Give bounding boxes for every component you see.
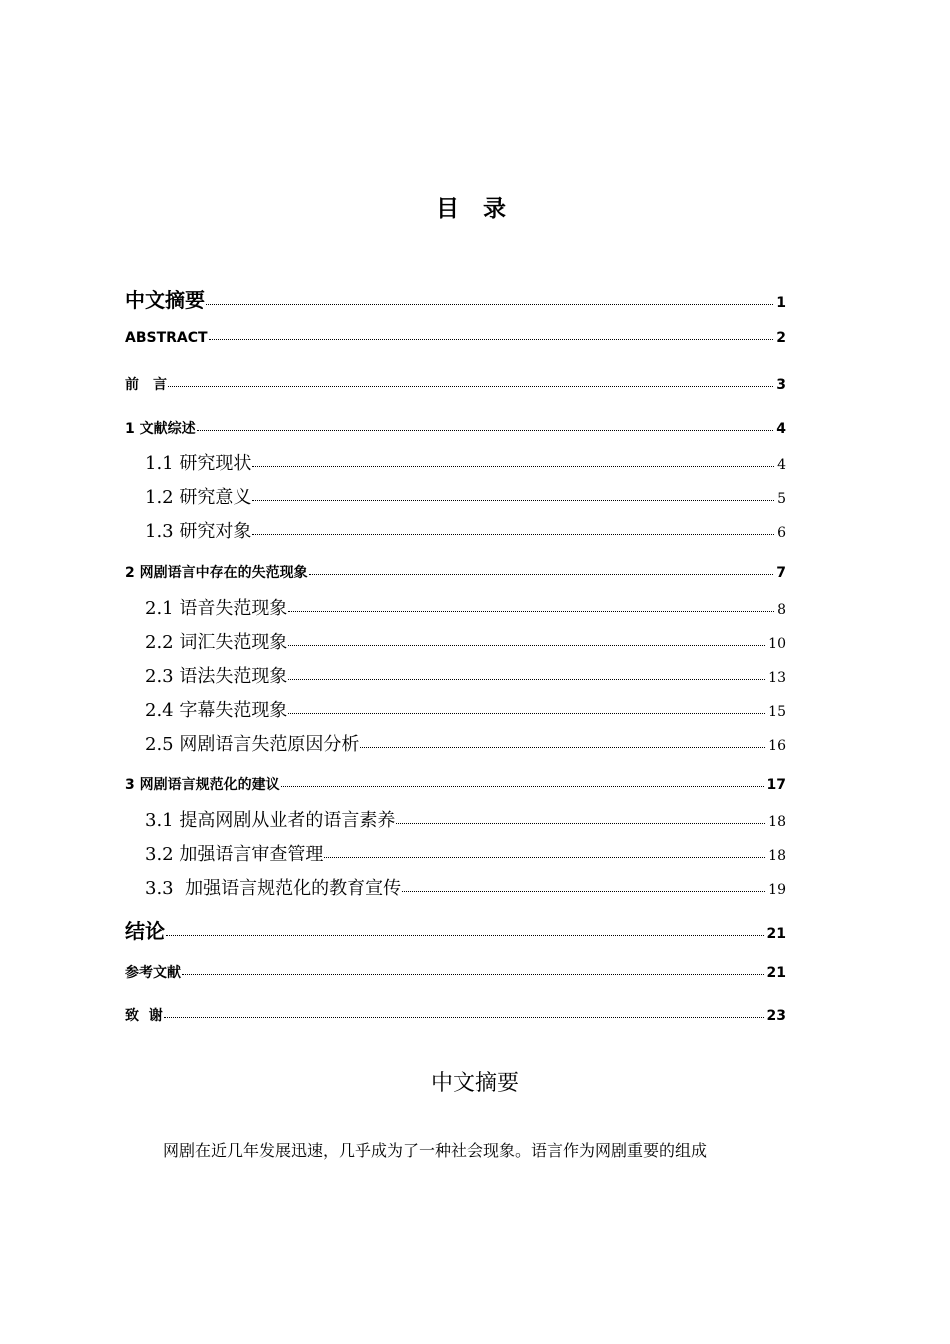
toc-page-number: 13 <box>768 670 786 686</box>
toc-entry[interactable] <box>145 628 786 654</box>
toc-leader <box>324 857 765 858</box>
toc-entry[interactable] <box>125 962 786 982</box>
toc-entry[interactable] <box>145 662 786 688</box>
toc-entry-label: 致 谢 <box>125 1008 163 1024</box>
toc-page-number: 15 <box>768 704 786 720</box>
toc-leader <box>164 1017 764 1018</box>
toc-entry[interactable] <box>125 374 786 394</box>
toc-leader <box>288 713 765 714</box>
toc-entry-label: 2.3 语法失范现象 <box>145 666 288 687</box>
toc-entry-label: 3.2 加强语言审查管理 <box>145 844 324 865</box>
toc-entry[interactable] <box>125 774 786 794</box>
toc-entry[interactable] <box>125 562 786 582</box>
toc-page-number: 5 <box>777 491 786 507</box>
toc-entry[interactable] <box>145 449 786 475</box>
toc-entry[interactable] <box>145 517 786 543</box>
toc-page-number: 2 <box>776 330 786 346</box>
toc-entry[interactable] <box>125 284 786 313</box>
toc-leader <box>402 891 765 892</box>
toc-entry[interactable] <box>145 806 786 832</box>
toc-entry-label: 2.5 网剧语言失范原因分析 <box>145 734 360 755</box>
toc-leader <box>252 534 774 535</box>
toc-leader <box>252 466 774 467</box>
toc-entry-label: 参考文献 <box>125 965 181 981</box>
toc-page-number: 18 <box>768 814 786 830</box>
toc-page-number: 6 <box>777 525 786 541</box>
toc-leader <box>166 935 764 936</box>
toc-leader <box>209 339 774 340</box>
toc-entry[interactable] <box>125 915 786 944</box>
toc-entry[interactable] <box>145 730 786 756</box>
toc-leader <box>281 786 764 787</box>
abstract-heading: 中文摘要 <box>430 1071 519 1096</box>
toc-entry-label: 前 言 <box>125 377 167 393</box>
toc-entry-label: 1.1 研究现状 <box>145 453 252 474</box>
toc-leader <box>288 611 774 612</box>
toc-page-number: 17 <box>766 777 786 793</box>
toc-entry-label: 2.4 字幕失范现象 <box>145 700 288 721</box>
toc-entry-label: 2.2 词汇失范现象 <box>145 632 288 653</box>
toc-leader <box>197 430 774 431</box>
toc-page-number: 21 <box>766 926 786 942</box>
toc-entry-label: 1 文献综述 <box>125 421 196 437</box>
toc-leader <box>360 747 765 748</box>
toc-entry[interactable] <box>145 483 786 509</box>
toc-page-number: 8 <box>777 602 786 618</box>
toc-page-number: 16 <box>768 738 786 754</box>
toc-page-number: 19 <box>768 882 786 898</box>
toc-entry-label: 结论 <box>125 919 165 943</box>
toc-page-number: 21 <box>766 965 786 981</box>
toc-entry-label: 1.3 研究对象 <box>145 521 252 542</box>
toc-entry-label: 3.3 加强语言规范化的教育宣传 <box>145 878 402 899</box>
toc-page-number: 18 <box>768 848 786 864</box>
toc-page-number: 10 <box>768 636 786 652</box>
toc-leader <box>168 386 773 387</box>
toc-leader <box>396 823 765 824</box>
toc-entry[interactable] <box>145 696 786 722</box>
toc-leader <box>252 500 774 501</box>
toc-page-number: 4 <box>776 421 786 437</box>
toc-leader <box>288 645 765 646</box>
toc-leader <box>206 304 773 305</box>
toc-page-number: 4 <box>777 457 786 473</box>
toc-page-number: 3 <box>776 377 786 393</box>
toc-entry-label: 2.1 语音失范现象 <box>145 598 288 619</box>
toc-page-number: 23 <box>766 1008 786 1024</box>
toc-entry[interactable] <box>125 1005 786 1025</box>
toc-entry[interactable] <box>125 418 786 438</box>
toc-page-number: 1 <box>776 295 786 311</box>
toc-entry-label: 中文摘要 <box>125 288 205 312</box>
toc-entry-label: 3 网剧语言规范化的建议 <box>125 777 280 793</box>
abstract-paragraph: 网剧在近几年发展迅速，几乎成为了一种社会现象。语言作为网剧重要的组成 <box>163 1141 708 1160</box>
toc-entry[interactable] <box>125 330 786 346</box>
toc-leader <box>309 574 774 575</box>
toc-entry-label: ABSTRACT <box>125 330 208 346</box>
toc-entry-label: 3.1 提高网剧从业者的语言素养 <box>145 810 396 831</box>
toc-entry[interactable] <box>145 840 786 866</box>
toc-leader <box>288 679 765 680</box>
toc-entry[interactable] <box>145 874 786 900</box>
toc-entry[interactable] <box>145 594 786 620</box>
toc-leader <box>182 974 764 975</box>
toc-entry-label: 2 网剧语言中存在的失范现象 <box>125 565 308 581</box>
toc-page-number: 7 <box>776 565 786 581</box>
toc-entry-label: 1.2 研究意义 <box>145 487 252 508</box>
toc-title: 目 录 <box>435 196 514 222</box>
